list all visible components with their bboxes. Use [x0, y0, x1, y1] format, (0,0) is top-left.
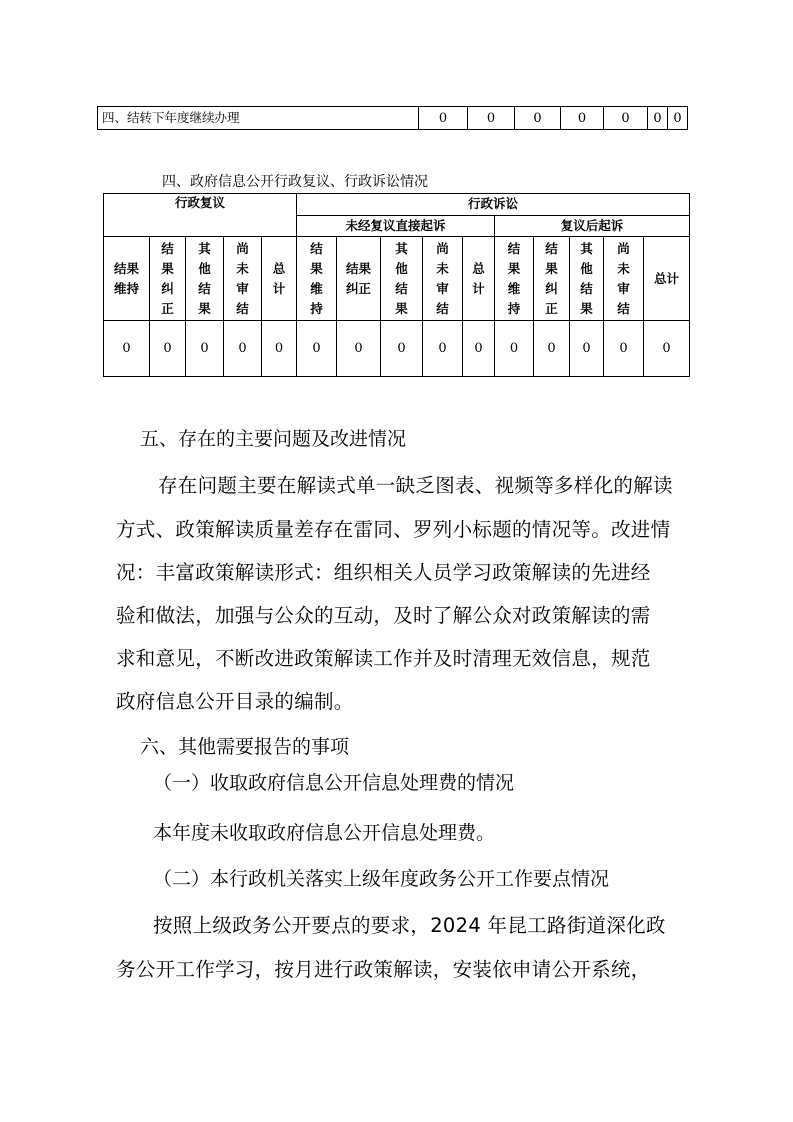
table-cell: 0	[150, 321, 186, 377]
column-header: 结 果 维 持	[297, 237, 337, 321]
table-cell: 0	[668, 107, 688, 130]
paragraph-line: 验和做法，加强与公众的互动，及时了解公众对政策解读的需	[116, 604, 651, 627]
column-header: 尚 未 审 结	[224, 237, 262, 321]
paragraph-line: 况：丰富政策解读形式：组织相关人员学习政策解读的先进经	[116, 561, 651, 584]
table-cell: 0	[604, 321, 644, 377]
column-header: 结果 维持	[104, 237, 150, 321]
direct-suit-header: 未经复议直接起诉	[297, 216, 495, 237]
table-cell: 0	[262, 321, 297, 377]
table-cell: 0	[561, 107, 604, 130]
after-review-suit-header: 复议后起诉	[495, 216, 690, 237]
column-header: 总 计	[463, 237, 495, 321]
review-litigation-table	[103, 193, 690, 377]
paragraph-line: 按照上级政务公开要点的要求，2024 年昆工路街道深化政	[153, 914, 666, 937]
paragraph-line: 务公开工作学习，按月进行政策解读，安装依申请公开系统，	[116, 958, 651, 981]
column-header: 其 他 结 果	[381, 237, 423, 321]
column-header: 总计	[644, 237, 690, 321]
paragraph-line: 存在问题主要在解读式单一缺乏图表、视频等多样化的解读	[158, 474, 673, 497]
table-cell: 0	[534, 321, 570, 377]
table-cell: 0	[604, 107, 648, 130]
column-header: 尚 未 审 结	[604, 237, 644, 321]
table-cell: 0	[381, 321, 423, 377]
section4-caption: 四、政府信息公开行政复议、行政诉讼情况	[162, 174, 428, 190]
table-cell: 0	[515, 107, 561, 130]
column-header: 结 果 纠 正	[534, 237, 570, 321]
table-cell: 0	[463, 321, 495, 377]
table-cell: 0	[104, 321, 150, 377]
column-header: 结 果 维 持	[495, 237, 534, 321]
table-cell: 0	[570, 321, 604, 377]
carry-over-table	[97, 106, 688, 130]
table-cell: 0	[337, 321, 381, 377]
section5-heading: 五、存在的主要问题及改进情况	[140, 428, 407, 450]
section6-heading: 六、其他需要报告的事项	[140, 736, 350, 758]
section6-sub2: （二）本行政机关落实上级年度政务公开工作要点情况	[153, 868, 610, 890]
section6-sub1-text: 本年度未收取政府信息公开信息处理费。	[153, 822, 496, 844]
column-header: 结果 纠正	[337, 237, 381, 321]
table-row	[98, 107, 688, 130]
paragraph-line: 求和意见，不断改进政策解读工作并及时清理无效信息，规范	[116, 647, 651, 670]
column-header: 结 果 纠 正	[150, 237, 186, 321]
table-cell: 0	[648, 107, 668, 130]
table-cell: 0	[297, 321, 337, 377]
table-cell: 0	[495, 321, 534, 377]
table-cell: 0	[186, 321, 224, 377]
column-header: 尚 未 审 结	[423, 237, 463, 321]
paragraph-line: 政府信息公开目录的编制。	[116, 690, 354, 713]
admin-litigation-header: 行政诉讼	[297, 194, 690, 216]
table-cell: 0	[419, 107, 468, 130]
section6-sub1: （一）收取政府信息公开信息处理费的情况	[153, 772, 515, 794]
column-header: 其 他 结 果	[570, 237, 604, 321]
paragraph-line: 方式、政策解读质量差存在雷同、罗列小标题的情况等。改进情	[116, 518, 671, 541]
column-header: 其 他 结 果	[186, 237, 224, 321]
table-cell: 0	[224, 321, 262, 377]
column-header: 总 计	[262, 237, 297, 321]
carry-over-label: 四、结转下年度继续办理	[98, 107, 419, 130]
table-cell: 0	[423, 321, 463, 377]
admin-review-header: 行政复议	[104, 194, 297, 237]
table-cell: 0	[468, 107, 515, 130]
table-cell: 0	[644, 321, 690, 377]
